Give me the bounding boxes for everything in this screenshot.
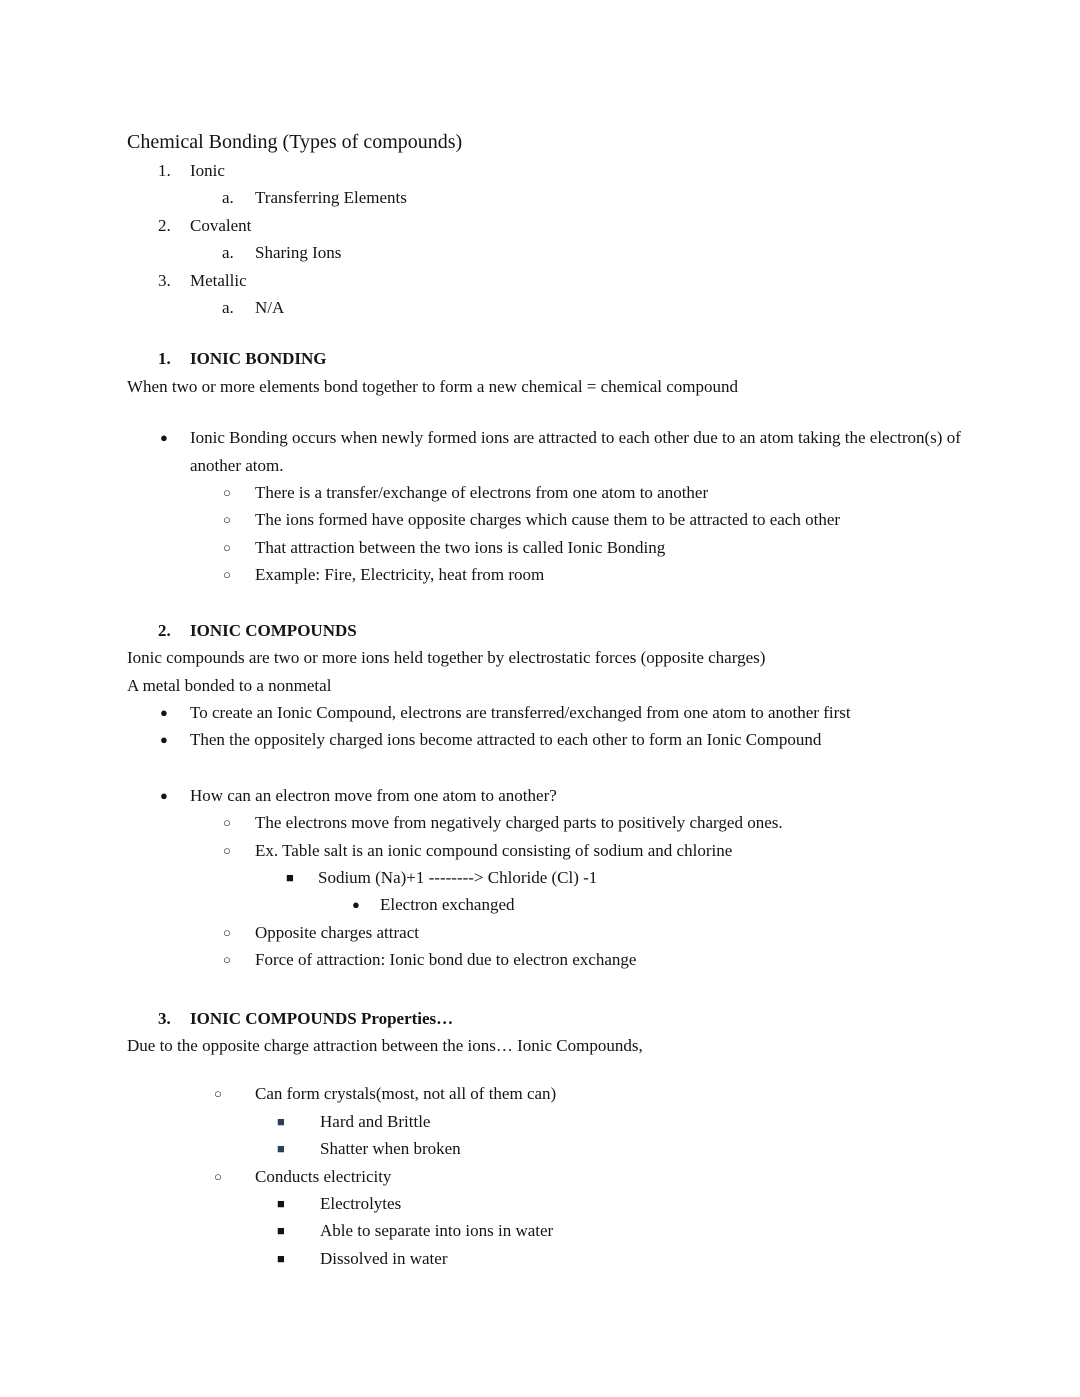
- circle-bullet-marker: ○: [223, 512, 231, 528]
- list-item-text: Ionic: [190, 161, 225, 180]
- section-heading: [0, 345, 1080, 372]
- square-bullet-marker: ■: [277, 1141, 285, 1157]
- section-heading: [0, 617, 1080, 644]
- paragraph: [0, 373, 1080, 400]
- list-item: [0, 891, 1080, 918]
- list-item: [0, 1163, 1080, 1190]
- list-item: [0, 479, 1080, 506]
- square-bullet-marker: ■: [277, 1250, 285, 1266]
- list-item: [0, 1217, 1080, 1244]
- list-item-text: Transferring Elements: [255, 188, 407, 208]
- blank-line: [0, 589, 1080, 617]
- list-item: [0, 506, 1080, 533]
- list-item-text: Sharing Ions: [255, 243, 342, 263]
- list-item-text: The electrons move from negatively charged parts to positively charged ones.: [255, 813, 783, 833]
- list-item-text: The ions formed have opposite charges which cause them to be attracted to each other: [255, 510, 841, 530]
- list-item-text: Opposite charges attract: [255, 922, 419, 942]
- list-item: [0, 1135, 1080, 1162]
- list-item-text: Able to separate into ions in water: [320, 1221, 554, 1241]
- list-item: [0, 212, 1080, 239]
- blank-line: [0, 974, 1080, 1005]
- paragraph-text: When two or more elements bond together to form a new chemical = chemical compound: [127, 376, 738, 396]
- list-item-text: To create an Ionic Compound, electrons are transferred/exchanged from one atom to another first: [190, 702, 851, 722]
- list-item-text: Hard and Brittle: [320, 1111, 431, 1131]
- list-item-text: Conducts electricity: [255, 1166, 392, 1186]
- number-marker: 1.: [158, 161, 171, 180]
- disc-bullet-marker: ●: [160, 430, 168, 446]
- list-item: [0, 561, 1080, 588]
- blank-line: [0, 321, 1080, 345]
- list-item-text: Dissolved in water: [320, 1248, 448, 1268]
- list-item-text: Shatter when broken: [320, 1139, 461, 1159]
- section-heading-text: IONIC COMPOUNDS: [190, 620, 357, 640]
- list-item: [0, 1190, 1080, 1217]
- square-bullet-marker: ■: [286, 869, 294, 885]
- circle-bullet-marker: ○: [223, 539, 231, 555]
- square-bullet-marker: ■: [277, 1196, 285, 1211]
- disc-bullet-marker: ●: [160, 787, 168, 803]
- list-item-text: Covalent: [190, 215, 252, 235]
- paragraph-text: Due to the opposite charge attraction between the ions… Ionic Compounds,: [127, 1035, 643, 1055]
- letter-marker: a.: [222, 298, 234, 318]
- blank-line: [0, 400, 1080, 424]
- letter-marker: a.: [222, 188, 234, 208]
- list-item: [0, 946, 1080, 973]
- section-heading-text: IONIC COMPOUNDS Properties…: [190, 1008, 454, 1028]
- letter-marker: a.: [222, 243, 234, 263]
- square-bullet-marker: ■: [277, 1223, 285, 1239]
- document-title: [0, 128, 1080, 157]
- square-bullet-marker: ■: [277, 1113, 285, 1129]
- number-marker: 3.: [158, 270, 171, 290]
- circle-bullet-marker: ○: [214, 1086, 222, 1102]
- paragraph: [0, 644, 1080, 671]
- list-item-text: Electron exchanged: [380, 895, 515, 915]
- list-item: [0, 184, 1080, 211]
- list-item: [0, 157, 1080, 184]
- blank-line: [0, 754, 1080, 782]
- paragraph-text: A metal bonded to a nonmetal: [127, 675, 332, 695]
- list-item: [0, 864, 1080, 891]
- list-item: [0, 1108, 1080, 1135]
- list-item: [0, 919, 1080, 946]
- disc-bullet-marker: ●: [352, 897, 360, 913]
- list-item: [0, 809, 1080, 836]
- list-item: [0, 837, 1080, 864]
- document-title-text: Chemical Bonding (Types of compounds): [127, 131, 463, 153]
- list-item: [0, 534, 1080, 561]
- list-item-text: Ionic Bonding occurs when newly formed ions are attracted to each other due to an atom taking the electron(s) of another atom.: [190, 428, 961, 475]
- list-item: [0, 294, 1080, 321]
- blank-line: [0, 1059, 1080, 1080]
- number-marker: 2.: [158, 620, 171, 640]
- list-item: [0, 1080, 1080, 1107]
- number-marker: 1.: [158, 349, 171, 369]
- circle-bullet-marker: ○: [223, 952, 231, 968]
- disc-bullet-marker: ●: [160, 704, 168, 720]
- list-item: [0, 267, 1080, 294]
- paragraph-text: Ionic compounds are two or more ions held together by electrostatic forces (opposite charges): [127, 648, 766, 668]
- circle-bullet-marker: ○: [223, 815, 231, 831]
- circle-bullet-marker: ○: [223, 567, 231, 583]
- list-item-text: Example: Fire, Electricity, heat from room: [255, 565, 545, 585]
- list-item-text: Ex. Table salt is an ionic compound consisting of sodium and chlorine: [255, 840, 733, 860]
- circle-bullet-marker: ○: [223, 485, 231, 501]
- list-item-text: Metallic: [190, 270, 247, 290]
- list-item-text: Sodium (Na)+1 --------> Chloride (Cl) -1: [318, 867, 598, 887]
- list-item-text: N/A: [255, 298, 285, 318]
- list-item-text: There is a transfer/exchange of electrons from one atom to another: [255, 483, 709, 503]
- section-heading-text: IONIC BONDING: [190, 349, 327, 369]
- list-item-text: Electrolytes: [320, 1194, 402, 1213]
- disc-bullet-marker: ●: [160, 732, 168, 748]
- list-item: [0, 699, 1080, 726]
- number-marker: 3.: [158, 1008, 171, 1028]
- list-item-text: Force of attraction: Ionic bond due to electron exchange: [255, 950, 637, 970]
- list-item: [0, 1245, 1080, 1272]
- circle-bullet-marker: ○: [214, 1168, 222, 1184]
- paragraph: [0, 1032, 1080, 1059]
- list-item: [0, 726, 1080, 753]
- number-marker: 2.: [158, 215, 171, 235]
- list-item-text: Can form crystals(most, not all of them can): [255, 1084, 557, 1104]
- circle-bullet-marker: ○: [223, 842, 231, 858]
- paragraph: [0, 672, 1080, 699]
- list-item: [0, 782, 1080, 809]
- list-item-text: That attraction between the two ions is called Ionic Bonding: [255, 537, 666, 557]
- list-item-text: How can an electron move from one atom to another?: [190, 785, 557, 805]
- list-item-text: Then the oppositely charged ions become attracted to each other to form an Ionic Compound: [190, 730, 822, 750]
- circle-bullet-marker: ○: [223, 924, 231, 940]
- section-heading: [0, 1005, 1080, 1032]
- list-item: [0, 239, 1080, 266]
- list-item: [0, 424, 1080, 479]
